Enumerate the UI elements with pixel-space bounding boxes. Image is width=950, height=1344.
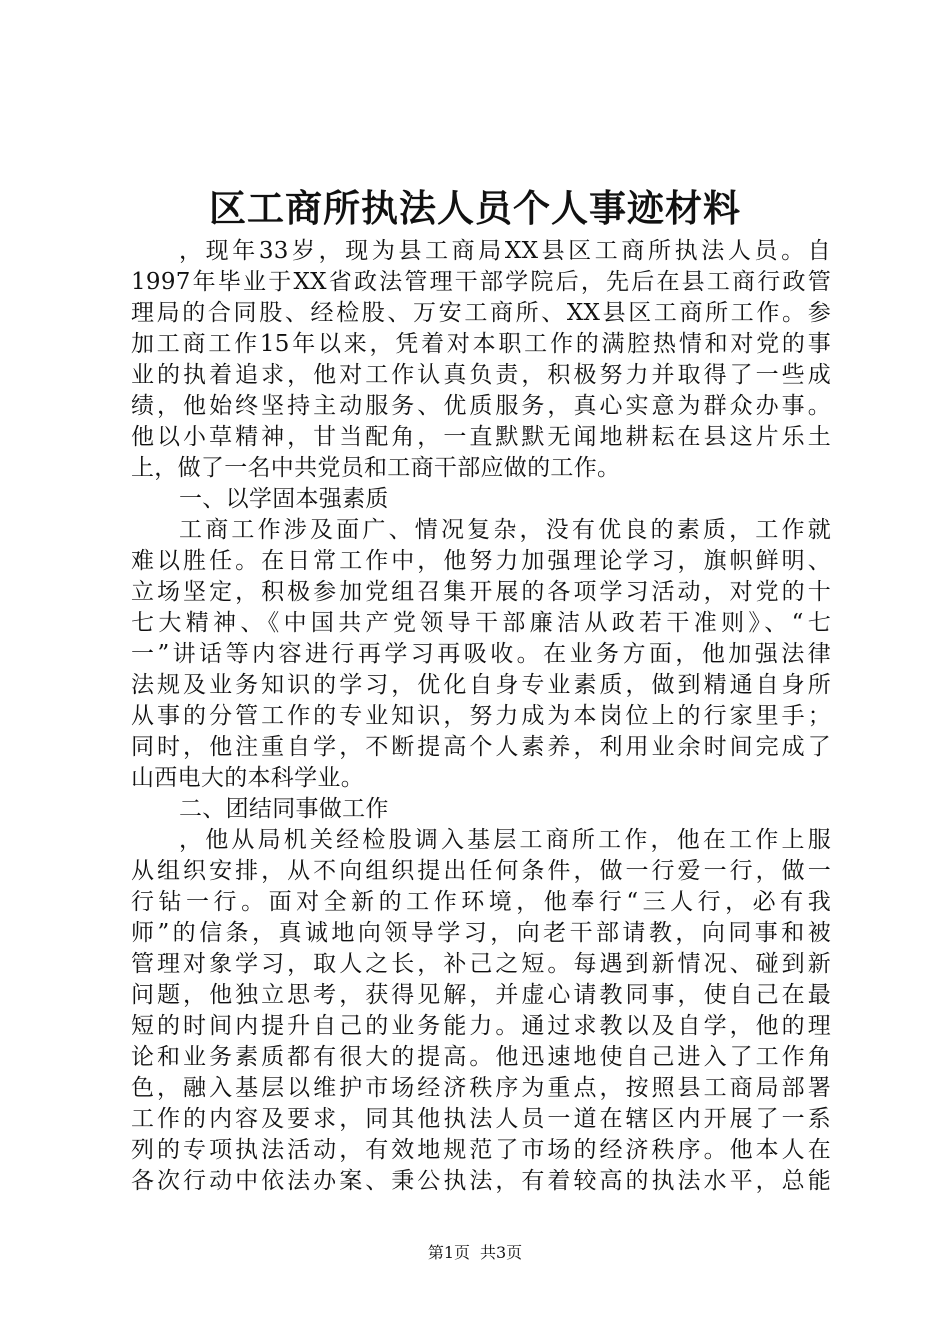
text-line: 行钻一行。面对全新的工作环境，他奉行“三人行，必有我 — [131, 889, 831, 915]
text-line: 绩，他始终坚持主动服务、优质服务，真心实意为群众办事。 — [131, 393, 831, 419]
text-line: 短的时间内提升自己的业务能力。通过求教以及自学，他的理 — [131, 1013, 831, 1039]
text-line: 从事的分管工作的专业知识，努力成为本岗位上的行家里手； — [131, 703, 831, 729]
text-line: 理局的合同股、经检股、万安工商所、XX县区工商所工作。参 — [131, 300, 831, 326]
document-title: 区工商所执法人员个人事迹材料 — [209, 186, 741, 230]
text-line: 七大精神、《中国共产党领导干部廉洁从政若干准则》、“七 — [131, 610, 831, 636]
text-line: 管理对象学习，取人之长，补己之短。每遇到新情况、碰到新 — [131, 951, 831, 977]
page-number: 第1页 — [427, 1243, 470, 1262]
text-line: 问题，他独立思考，获得见解，并虚心请教同事，使自己在最 — [131, 982, 831, 1008]
text-line: 山西电大的本科学业。 — [131, 765, 364, 791]
page-footer — [0, 1243, 950, 1263]
text-line: 列的专项执法活动，有效地规范了市场的经济秩序。他本人在 — [131, 1137, 831, 1163]
text-line: 立场坚定，积极参加党组召集开展的各项学习活动，对党的十 — [131, 579, 831, 605]
text-line: 论和业务素质都有很大的提高。他迅速地使自己进入了工作角 — [131, 1044, 831, 1070]
text-line: 师”的信条，真诚地向领导学习，向老干部请教，向同事和被 — [131, 920, 831, 946]
text-line: ，现年33岁，现为县工商局XX县区工商所执法人员。自 — [179, 238, 831, 264]
section-heading: 二、团结同事做工作 — [179, 796, 389, 822]
text-line: 上，做了一名中共党员和工商干部应做的工作。 — [131, 455, 621, 481]
text-line: 一”讲话等内容进行再学习再吸收。在业务方面，他加强法律 — [131, 641, 831, 667]
text-line: 业的执着追求，他对工作认真负责，积极努力并取得了一些成 — [131, 362, 831, 388]
page-total: 共3页 — [480, 1243, 523, 1262]
document-body — [131, 236, 831, 1197]
text-line: 难以胜任。在日常工作中，他努力加强理论学习，旗帜鲜明、 — [131, 548, 831, 574]
text-line: 工商工作涉及面广、情况复杂，没有优良的素质，工作就 — [179, 517, 831, 543]
text-line: 1997年毕业于XX省政法管理干部学院后，先后在县工商行政管 — [131, 269, 831, 295]
text-line: 加工商工作15年以来，凭着对本职工作的满腔热情和对党的事 — [131, 331, 831, 357]
text-line: 色，融入基层以维护市场经济秩序为重点，按照县工商局部署 — [131, 1075, 831, 1101]
text-line: 法规及业务知识的学习，优化自身专业素质，做到精通自身所 — [131, 672, 831, 698]
section-heading: 一、以学固本强素质 — [179, 486, 389, 512]
text-line: 他以小草精神，甘当配角，一直默默无闻地耕耘在县这片乐土 — [131, 424, 831, 450]
text-line: 同时，他注重自学，不断提高个人素养，利用业余时间完成了 — [131, 734, 831, 760]
text-line: 各次行动中依法办案、秉公执法，有着较高的执法水平，总能 — [131, 1168, 831, 1194]
text-line: 工作的内容及要求，同其他执法人员一道在辖区内开展了一系 — [131, 1106, 831, 1132]
text-line: 从组织安排，从不向组织提出任何条件，做一行爱一行，做一 — [131, 858, 831, 884]
text-line: ，他从局机关经检股调入基层工商所工作，他在工作上服 — [179, 827, 831, 853]
